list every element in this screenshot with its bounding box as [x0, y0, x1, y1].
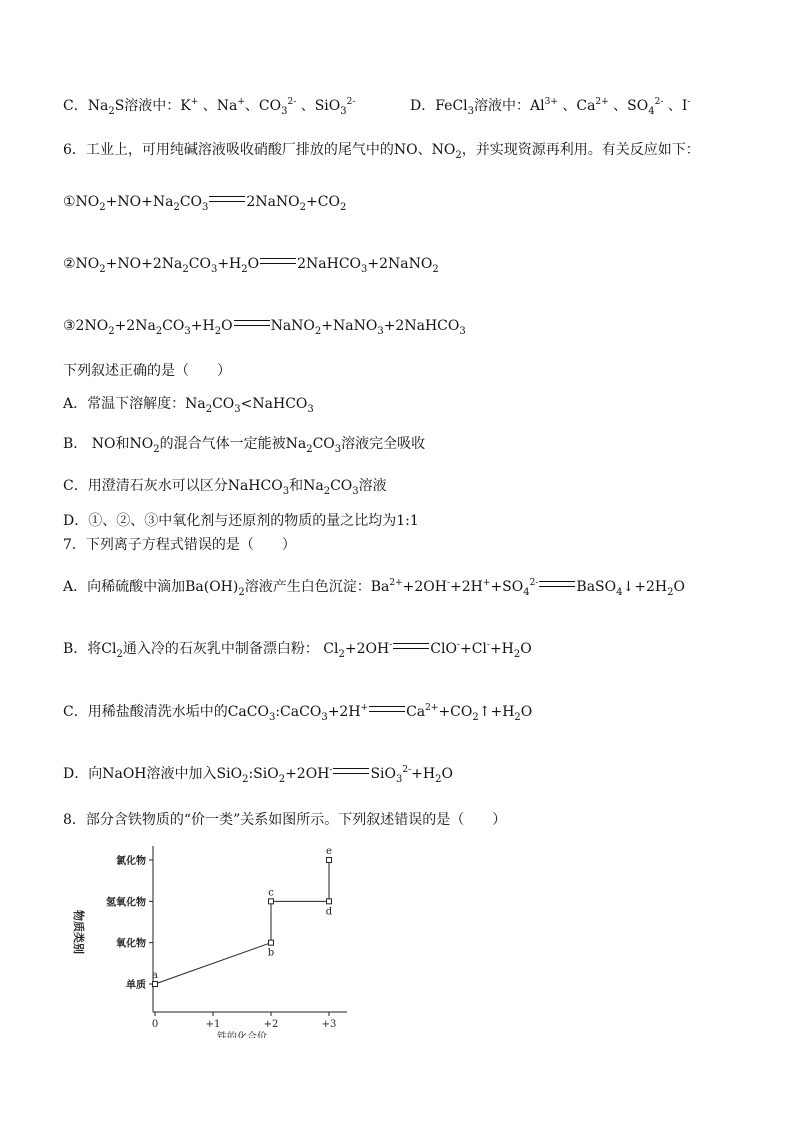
q6-reaction-2: $②NO_2+NO+2Na_2CO_3+H_2O$ 2NaHCO$_3$+2NaNO$_2$	[63, 256, 439, 275]
point-label-c: c	[268, 887, 274, 899]
y-tick-label: 单质	[126, 980, 146, 991]
q7-option-a: A．向稀硫酸中滴加$Ba(OH)_2$溶液产生白色沉淀：$Ba^{2+}+2OH^-+2H^++SO_4^{2-}$ $BaSO_4↓+2H_2O$	[63, 578, 685, 598]
point-label-a: a	[152, 970, 158, 981]
q7-option-c: C．用稀盐酸清洗水垢中的CaCO$_3$:CaCO$_3$+2H+ $Ca^{2+}+CO_2↑+H_2O$	[63, 703, 533, 723]
point-label-b: b	[267, 947, 275, 959]
iron-valence-class-chart	[63, 838, 363, 1038]
q7-option-b: B．将$Cl_2$通入冷的石灰乳中制备漂白粉： $Cl_2+2OH^-$ $ClO^-+Cl^-+H_2O$	[63, 640, 532, 660]
q6-reaction-1: $①NO_2+NO+Na_2CO_3$ $2NaNO_2+CO_2$	[63, 194, 347, 213]
q6-ask: 下列叙述正确的是（ ）	[63, 363, 231, 379]
x-tick-label: +1	[205, 1019, 221, 1030]
y-tick-label: 氢氧化物	[106, 897, 146, 909]
q7-option-d: D．向NaOH溶液中加入SiO$_2$:SiO$_2$+2OH- $SiO_3^{2-}+H_2O$	[63, 765, 453, 785]
q5-option-d: D．FeCl$_3$溶液中：$Al^{3+}$ 、$Ca^{2+}$ 、$SO_4^{2-}$ 、I-	[410, 97, 691, 117]
x-tick-label: 0	[151, 1019, 159, 1030]
y-axis-label: 物质类别	[72, 910, 85, 954]
y-tick-label: 氯化物	[116, 856, 146, 867]
q6-reaction-3: $③2NO_2+2Na_2CO_3+H_2O$ NaNO$_2$+NaNO$_3$+2NaHCO$_3$	[63, 318, 466, 337]
series-line	[155, 860, 329, 984]
point-b	[269, 940, 274, 945]
x-tick-label: +2	[263, 1019, 279, 1030]
q6-option-d: D．①、②、③中氧化剂与还原剂的物质的量之比均为1:1	[63, 513, 419, 529]
q7-stem: 7．下列离子方程式错误的是（ ）	[63, 537, 296, 553]
q8-stem: 8．部分含铁物质的“价一类”关系如图所示。下列叙述错误的是（ ）	[63, 812, 507, 828]
x-axis-label: 铁的化合价	[217, 1032, 267, 1038]
chart-svg	[63, 838, 363, 1038]
q6-option-a: A．常温下溶解度：$Na_2CO_3<NaHCO_3$	[63, 396, 314, 415]
point-a	[153, 982, 158, 987]
x-tick-label: +3	[321, 1019, 337, 1030]
point-d	[327, 899, 332, 904]
q6-option-c: C．用澄清石灰水可以区分NaHCO$_3$和$Na_2CO_3$溶液	[63, 478, 387, 497]
q5-option-c: C．$Na_2S$溶液中：K+ 、Na+、$CO_3^{2-}$ 、SiO$_3^{2-}$	[63, 97, 356, 117]
y-tick-label: 氧化物	[116, 938, 146, 950]
point-label-e: e	[326, 846, 332, 857]
point-c	[269, 899, 274, 904]
point-e	[327, 858, 332, 863]
q6-stem: 6．工业上，可用纯碱溶液吸收硝酸厂排放的尾气中的NO、$NO_2$，并实现资源再利用。有关反应如下：	[63, 142, 700, 161]
q6-option-b: B． NO和$NO_2$的混合气体一定能被$Na_2CO_3$溶液完全吸收	[63, 436, 426, 455]
point-label-d: d	[325, 906, 333, 918]
